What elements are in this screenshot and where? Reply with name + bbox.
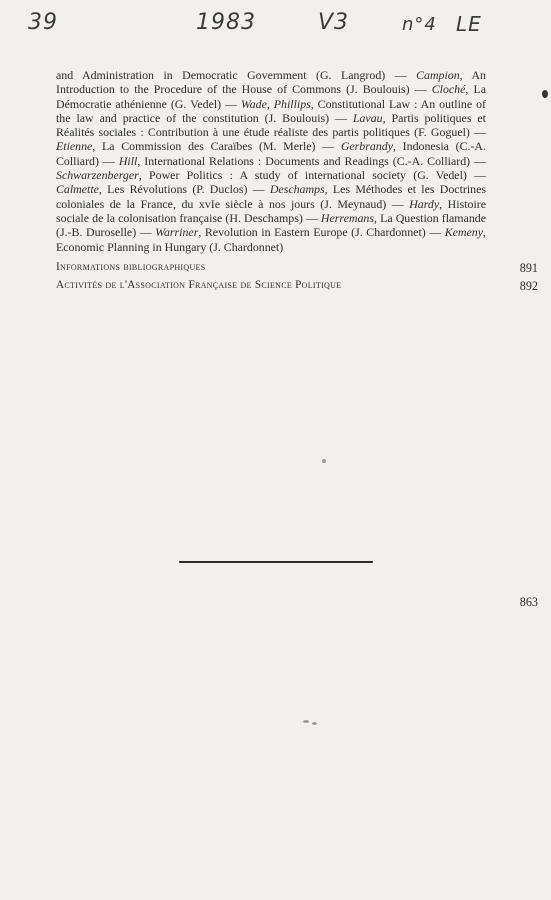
review-text: , La Démocratie athénienne (G. Vedel) —: [56, 82, 486, 111]
handwritten-code: LE: [456, 12, 482, 36]
review-text: and Administration in Democratic Government (G. Langrod) —: [56, 68, 417, 82]
handwritten-year: 1983: [196, 10, 256, 35]
review-text: , An Introduction to the Procedure of the House of Commons (J. Boulouis) —: [56, 68, 486, 97]
reviewed-author: Schwarzenberger: [56, 168, 139, 183]
review-text: , Les Méthodes et les Doctrines coloniales de la France, du xvIe siècle à nos jours (J. Meynaud) —: [56, 182, 486, 211]
paper-spot: [303, 720, 309, 723]
toc-entry-page: 892: [519, 278, 538, 293]
reviewed-author: Cloché: [431, 82, 466, 97]
review-text: , Constitutional Law : An outline of the law and practice of the constitution (J. Boulouis) —: [56, 96, 486, 125]
review-text: , Indonesia (C.-A. Colliard) —: [56, 139, 486, 168]
toc-entry-label: Informations bibliographiques: [56, 260, 206, 273]
review-text: , Revolution in Eastern Europe (J. Chardonnet) —: [198, 225, 445, 240]
review-text: , La Question flamande (J.-B. Duroselle) —: [56, 210, 487, 240]
paper-spot: [322, 459, 326, 463]
reviewed-author: Lavau: [352, 110, 383, 125]
reviewed-author: Hill: [118, 153, 138, 168]
handwritten-note: 39: [28, 10, 58, 35]
page-number-863: 863: [519, 595, 538, 609]
paper-spot: [542, 90, 548, 98]
reviewed-author: Wade, Phillips: [240, 96, 311, 111]
review-text: , International Relations : Documents and Readings (C.-A. Colliard) —: [137, 153, 486, 168]
horizontal-rule: [179, 561, 373, 563]
review-text: , Histoire sociale de la colonisation française (H. Deschamps) —: [56, 196, 486, 225]
table-of-contents: [56, 68, 538, 609]
reviewed-author: Hardy: [409, 196, 440, 211]
reviewed-author: Etienne: [56, 139, 93, 154]
review-text: , Les Révolutions (P. Duclos) —: [98, 182, 270, 197]
handwritten-volume: V3: [318, 10, 350, 35]
toc-entry-association: [56, 278, 538, 293]
toc-entry-bibliography: [56, 260, 538, 275]
review-text: , Partis politiques et Réalités sociales : Contribution à une étude réaliste des partis politiques (F. Goguel) —: [56, 110, 486, 140]
review-text: , La Commission des Caraïbes (M. Merle) —: [92, 139, 341, 154]
review-text: , Power Politics : A study of international society (G. Vedel) —: [138, 168, 486, 183]
reviewed-author: Gerbrandy: [340, 139, 393, 154]
toc-entry-label: Activités de l'Association Française de Science Politique: [56, 278, 342, 291]
reviewed-author: Warriner: [155, 225, 199, 240]
handwritten-number: n°4: [402, 14, 437, 35]
book-reviews-paragraph: [56, 68, 486, 254]
reviewed-author: Calmette: [56, 182, 99, 197]
toc-entry-page: 891: [519, 260, 538, 275]
paper-spot: [312, 722, 317, 725]
reviewed-author: Campion: [416, 68, 460, 82]
reviewed-author: Herremans: [320, 210, 374, 225]
review-text: , Economic Planning in Hungary (J. Chardonnet): [56, 225, 486, 254]
reviewed-author: Kemeny: [444, 225, 484, 240]
reviewed-author: Deschamps: [269, 182, 325, 197]
